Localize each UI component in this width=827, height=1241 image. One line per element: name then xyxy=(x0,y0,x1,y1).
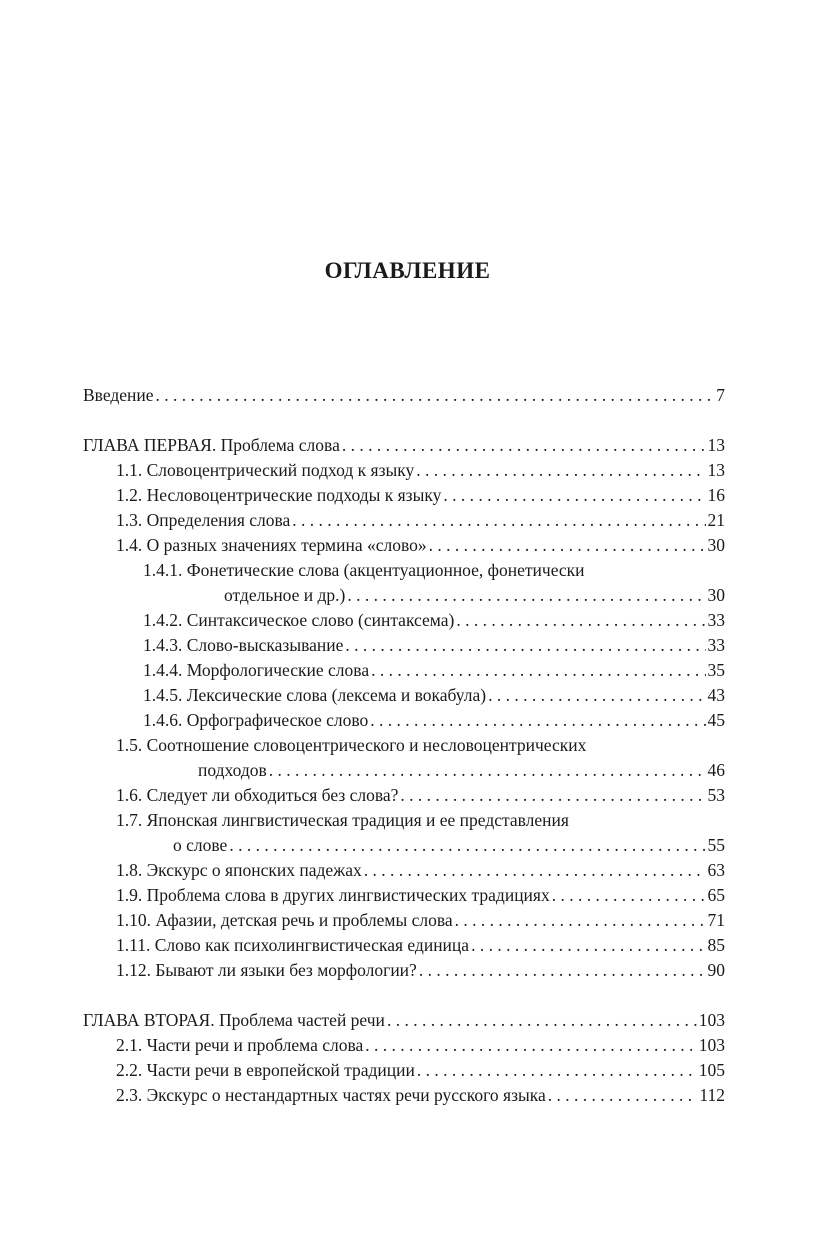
toc-page-number: 16 xyxy=(707,485,725,505)
dot-leader xyxy=(370,708,705,733)
toc-entry-1-6[interactable] xyxy=(116,783,725,808)
toc-entry-2-2[interactable] xyxy=(116,1058,725,1083)
toc-label: 1.9. Проблема слова в других лингвистических традициях xyxy=(116,885,550,905)
dot-leader xyxy=(365,1033,696,1058)
toc-label: 1.4.2. Синтаксическое слово (синтаксема) xyxy=(143,610,455,630)
toc-page-number: 112 xyxy=(699,1085,725,1105)
dot-leader xyxy=(345,633,705,658)
dot-leader xyxy=(455,908,706,933)
toc-label: 1.4. О разных значениях термина «слово» xyxy=(116,535,427,555)
toc-label: 1.4.4. Морфологические слова xyxy=(143,660,370,680)
toc-page-number: 65 xyxy=(707,885,725,905)
toc-page-number: 33 xyxy=(707,635,725,655)
toc-page-number: 85 xyxy=(707,935,725,955)
toc-entry-1-4-4[interactable] xyxy=(143,658,725,683)
toc-entry-1-5[interactable] xyxy=(198,758,725,783)
toc-label: 2.1. Части речи и проблема слова xyxy=(116,1035,364,1055)
toc-label: 1.12. Бывают ли языки без морфологии? xyxy=(116,960,417,980)
toc-entry-1-4-2[interactable] xyxy=(143,608,725,633)
toc-page-number: 13 xyxy=(707,435,725,455)
dot-leader xyxy=(416,458,705,483)
toc-entry-intro[interactable] xyxy=(83,383,725,408)
toc-entry-1-3[interactable] xyxy=(116,508,725,533)
toc-entry-1-12[interactable] xyxy=(116,958,725,983)
toc-entry-1-4[interactable] xyxy=(116,533,725,558)
toc-label: о слове xyxy=(173,835,228,855)
toc-entry-1-7-line1[interactable]: 1.7. Японская лингвистическая традиция и ее представления xyxy=(116,810,569,830)
toc-label: подходов xyxy=(198,760,267,780)
toc-entry-1-4-1[interactable] xyxy=(224,583,725,608)
toc-label: 1.10. Афазии, детская речь и проблемы слова xyxy=(116,910,453,930)
toc-label: 1.4.5. Лексические слова (лексема и вокабула) xyxy=(143,685,487,705)
toc-entry-1-5-line1[interactable]: 1.5. Соотношение словоцентрического и несловоцентрических xyxy=(116,735,587,755)
toc-label: отдельное и др.) xyxy=(224,585,346,605)
toc-page-number: 13 xyxy=(707,460,725,480)
dot-leader xyxy=(156,383,715,408)
toc-entry-1-4-6[interactable] xyxy=(143,708,725,733)
toc-page-number: 45 xyxy=(707,710,725,730)
dot-leader xyxy=(229,833,705,858)
dot-leader xyxy=(443,483,705,508)
toc-page-number: 90 xyxy=(707,960,725,980)
toc-entry-1-10[interactable] xyxy=(116,908,725,933)
dot-leader xyxy=(552,883,706,908)
dot-leader xyxy=(292,508,705,533)
dot-leader xyxy=(269,758,706,783)
toc-entry-1-7[interactable] xyxy=(173,833,725,858)
toc-page-number: 53 xyxy=(707,785,725,805)
toc-page-number: 46 xyxy=(707,760,725,780)
toc-page-number: 103 xyxy=(698,1010,725,1030)
dot-leader xyxy=(371,658,705,683)
toc-label: 1.2. Несловоцентрические подходы к языку xyxy=(116,485,442,505)
toc-entry-1-4-3[interactable] xyxy=(143,633,725,658)
dot-leader xyxy=(456,608,705,633)
toc-page-number: 35 xyxy=(707,660,725,680)
toc-entry-chapter-1[interactable] xyxy=(83,433,725,458)
dot-leader xyxy=(347,583,705,608)
toc-entry-1-4-1-line1[interactable]: 1.4.1. Фонетические слова (акцентуационное, фонетически xyxy=(143,560,585,580)
toc-label: ГЛАВА ВТОРАЯ. Проблема частей речи xyxy=(83,1010,385,1030)
toc-entry-1-9[interactable] xyxy=(116,883,725,908)
toc-label: 1.1. Словоцентрический подход к языку xyxy=(116,460,415,480)
toc-page-number: 30 xyxy=(707,585,725,605)
dot-leader xyxy=(387,1008,697,1033)
toc-entry-1-11[interactable] xyxy=(116,933,725,958)
dot-leader xyxy=(364,858,706,883)
toc-entry-2-1[interactable] xyxy=(116,1033,725,1058)
toc-page-number: 43 xyxy=(707,685,725,705)
toc-entry-1-1[interactable] xyxy=(116,458,725,483)
toc-label: Введение xyxy=(83,385,154,405)
toc-page-number: 71 xyxy=(707,910,725,930)
toc-label: ГЛАВА ПЕРВАЯ. Проблема слова xyxy=(83,435,340,455)
dot-leader xyxy=(548,1083,698,1108)
toc-page-number: 55 xyxy=(707,835,725,855)
toc-label: 1.6. Следует ли обходиться без слова? xyxy=(116,785,399,805)
toc-label: 1.4.6. Орфографическое слово xyxy=(143,710,369,730)
toc-page-number: 7 xyxy=(716,385,725,405)
dot-leader xyxy=(429,533,706,558)
toc-page-number: 21 xyxy=(707,510,725,530)
dot-leader xyxy=(419,958,706,983)
dot-leader xyxy=(488,683,705,708)
page-title: ОГЛАВЛЕНИЕ xyxy=(324,258,491,283)
toc-label: 2.2. Части речи в европейской традиции xyxy=(116,1060,415,1080)
toc-page-number: 63 xyxy=(707,860,725,880)
toc-entry-chapter-2[interactable] xyxy=(83,1008,725,1033)
toc-label: 2.3. Экскурс о нестандартных частях речи русского языка xyxy=(116,1085,546,1105)
toc-entry-1-4-5[interactable] xyxy=(143,683,725,708)
toc-entry-1-8[interactable] xyxy=(116,858,725,883)
toc-label: 1.4.3. Слово-высказывание xyxy=(143,635,344,655)
toc-label: 1.8. Экскурс о японских падежах xyxy=(116,860,362,880)
dot-leader xyxy=(400,783,705,808)
toc-page-number: 33 xyxy=(707,610,725,630)
toc-entry-2-3[interactable] xyxy=(116,1083,725,1108)
dot-leader xyxy=(471,933,705,958)
dot-leader xyxy=(417,1058,697,1083)
toc-page-number: 105 xyxy=(698,1060,725,1080)
dot-leader xyxy=(342,433,706,458)
toc-page-number: 103 xyxy=(698,1035,725,1055)
toc-page-number: 30 xyxy=(707,535,725,555)
toc-entry-1-2[interactable] xyxy=(116,483,725,508)
toc-label: 1.11. Слово как психолингвистическая единица xyxy=(116,935,470,955)
toc-label: 1.3. Определения слова xyxy=(116,510,291,530)
